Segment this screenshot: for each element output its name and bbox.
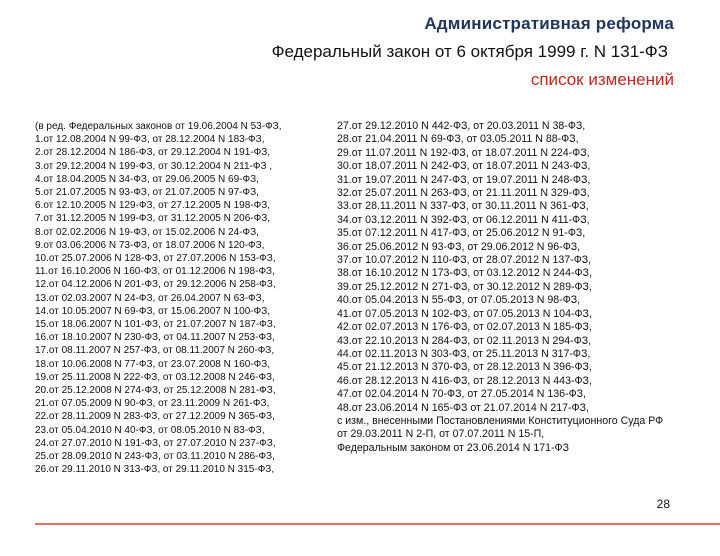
- amendment-line: 32.от 25.07.2011 N 263-ФЗ, от 21.11.2011 N 329-ФЗ,: [337, 187, 590, 200]
- amendment-line: 43.от 22.10.2013 N 284-ФЗ, от 02.11.2013 N 294-ФЗ,: [337, 334, 592, 347]
- amendment-line: 36.от 25.06.2012 N 93-ФЗ, от 29.06.2012 N 96-ФЗ,: [337, 240, 581, 253]
- amendment-line: 5.от 21.07.2005 N 93-ФЗ, от 21.07.2005 N 97-ФЗ,: [35, 187, 259, 199]
- amendment-line: (в ред. Федеральных законов от 19.06.2004 N 53-ФЗ,: [35, 121, 282, 132]
- amendment-line: 34.от 03.12.2011 N 392-ФЗ, от 06.12.2011 N 411-ФЗ,: [337, 213, 590, 226]
- amendment-line: 10.от 25.07.2006 N 128-ФЗ, от 27.07.2006 N 153-ФЗ,: [35, 253, 276, 265]
- amendment-line: 37.от 10.07.2012 N 110-ФЗ, от 28.07.2012 N 137-ФЗ,: [337, 254, 592, 267]
- amendment-line: 27.от 29.12.2010 N 442-ФЗ, от 20.03.2011 N 38-ФЗ,: [337, 120, 586, 132]
- amendment-line: от 29.03.2011 N 2-П, от 07.07.2011 N 15-П,: [337, 428, 545, 441]
- amendment-line: с изм., внесенными Постановлениями Конституционного Суда РФ: [337, 414, 664, 427]
- amendment-line: 26.от 29.11.2010 N 313-ФЗ, от 29.11.2010 N 315-ФЗ,: [35, 464, 275, 476]
- amendment-line: 39.от 25.12.2012 N 271-ФЗ, от 30.12.2012 N 289-ФЗ,: [337, 280, 592, 293]
- amendment-line: 16.от 18.10.2007 N 230-ФЗ, от 04.11.2007 N 253-ФЗ,: [35, 332, 275, 344]
- amendment-line: 13.от 02.03.2007 N 24-ФЗ, от 26.04.2007 N 63-ФЗ,: [35, 292, 265, 304]
- amendment-line: 44.от 02.11.2013 N 303-ФЗ, от 25.11.2013 N 317-ФЗ,: [337, 347, 591, 360]
- amendment-line: 6.от 12.10.2005 N 129-ФЗ, от 27.12.2005 N 198-ФЗ,: [35, 200, 271, 212]
- amendment-line: 7.от 31.12.2005 N 199-ФЗ, от 31.12.2005 N 206-ФЗ,: [35, 213, 271, 225]
- amendment-line: Федеральным законом от 23.06.2014 N 171-ФЗ: [337, 441, 569, 454]
- law-subtitle: Федеральный закон от 6 октября 1999 г. N 131-ФЗ: [271, 42, 668, 61]
- amendment-line: 12.от 04.12.2006 N 201-ФЗ, от 29.12.2006 N 258-ФЗ,: [35, 279, 276, 291]
- amendment-line: 11.от 16.10.2006 N 160-ФЗ, от 01.12.2006 N 198-ФЗ,: [35, 266, 275, 278]
- amendments-list-right: [337, 120, 720, 556]
- amendment-line: 20.от 25.12.2008 N 274-ФЗ, от 25.12.2008 N 281-ФЗ,: [35, 385, 276, 397]
- amendment-line: 21.от 07.05.2009 N 90-ФЗ, от 23.11.2009 N 261-ФЗ,: [35, 398, 270, 410]
- amendment-line: 45.от 21.12.2013 N 370-ФЗ, от 28.12.2013 N 396-ФЗ,: [337, 361, 592, 374]
- amendment-line: 8.от 02.02.2006 N 19-ФЗ, от 15.02.2006 N 24-ФЗ,: [35, 226, 259, 238]
- amendment-line: 2.от 28.12.2004 N 186-ФЗ, от 29.12.2004 N 191-ФЗ,: [35, 147, 271, 159]
- amendment-line: 33.от 28.11.2011 N 337-ФЗ, от 30.11.2011 N 361-ФЗ,: [337, 200, 589, 213]
- amendment-line: 42.от 02.07.2013 N 176-ФЗ, от 02.07.2013 N 185-ФЗ,: [337, 321, 592, 334]
- amendments-list-left: [35, 120, 335, 556]
- amendment-line: 19.от 25.11.2008 N 222-ФЗ, от 03.12.2008 N 246-ФЗ,: [35, 371, 275, 383]
- amendment-line: 29.от 11.07.2011 N 192-ФЗ, от 18.07.2011 N 224-ФЗ,: [337, 146, 590, 159]
- amendment-line: 18.от 10.06.2008 N 77-ФЗ, от 23.07.2008 N 160-ФЗ,: [35, 358, 271, 370]
- amendment-line: 9.от 03.06.2006 N 73-ФЗ, от 18.07.2006 N 120-ФЗ,: [35, 239, 265, 251]
- footer-divider: [35, 523, 720, 525]
- amendment-line: 24.от 27.07.2010 N 191-ФЗ, от 27.07.2010 N 237-ФЗ,: [35, 437, 276, 449]
- amendment-line: 41.от 07.05.2013 N 102-ФЗ, от 07.05.2013 N 104-ФЗ,: [337, 307, 592, 320]
- amendment-line: 3.от 29.12.2004 N 199-ФЗ, от 30.12.2004 N 211-ФЗ ,: [35, 160, 273, 172]
- amendment-line: 14.от 10.05.2007 N 69-ФЗ, от 15.06.2007 N 100-ФЗ,: [35, 305, 271, 317]
- amendment-line: 17.от 08.11.2007 N 257-ФЗ, от 08.11.2007 N 260-ФЗ,: [35, 345, 275, 357]
- amendment-line: 40.от 05.04.2013 N 55-ФЗ, от 07.05.2013 N 98-ФЗ,: [337, 294, 581, 307]
- amendment-line: 38.от 16.10.2012 N 173-ФЗ, от 03.12.2012 N 244-ФЗ,: [337, 267, 592, 280]
- amendment-line: 35.от 07.12.2011 N 417-ФЗ, от 25.06.2012 N 91-ФЗ,: [337, 227, 586, 240]
- amendment-line: 31.от 19.07.2011 N 247-ФЗ, от 19.07.2011 N 248-ФЗ,: [337, 173, 591, 186]
- amendment-line: 47.от 02.04.2014 N 70-ФЗ, от 27.05.2014 N 136-ФЗ,: [337, 388, 586, 401]
- amendment-line: 23.от 05.04.2010 N 40-ФЗ, от 08.05.2010 N 83-ФЗ,: [35, 424, 265, 436]
- amendment-line: 22.от 28.11.2009 N 283-ФЗ, от 27.12.2009 N 365-ФЗ,: [35, 411, 275, 423]
- amendment-line: 15.от 18.06.2007 N 101-ФЗ, от 21.07.2007 N 187-ФЗ,: [35, 319, 276, 331]
- amendment-line: 4.от 18.04.2005 N 34-ФЗ, от 29.06.2005 N 69-ФЗ,: [35, 173, 259, 185]
- page-number: 28: [656, 497, 670, 511]
- amendment-line: 1.от 12.08.2004 N 99-ФЗ, от 28.12.2004 N 183-ФЗ,: [35, 134, 265, 146]
- amendment-line: 28.от 21.04.2011 N 69-ФЗ, от 03.05.2011 N 88-ФЗ,: [337, 133, 579, 146]
- amendment-line: 25.от 28.09.2010 N 243-ФЗ, от 03.11.2010 N 286-ФЗ,: [35, 451, 275, 463]
- amendment-line: 30.от 18.07.2011 N 242-ФЗ, от 18.07.2011 N 243-ФЗ,: [337, 160, 591, 173]
- amendment-line: 48.от 23.06.2014 N 165-ФЗ от 21.07.2014 N 217-ФЗ,: [337, 401, 589, 414]
- amendment-line: 46.от 28.12.2013 N 416-ФЗ, от 28.12.2013 N 443-ФЗ,: [337, 374, 592, 387]
- changes-link-label: список изменений: [530, 70, 674, 89]
- slide-title: Административная реформа: [424, 14, 674, 33]
